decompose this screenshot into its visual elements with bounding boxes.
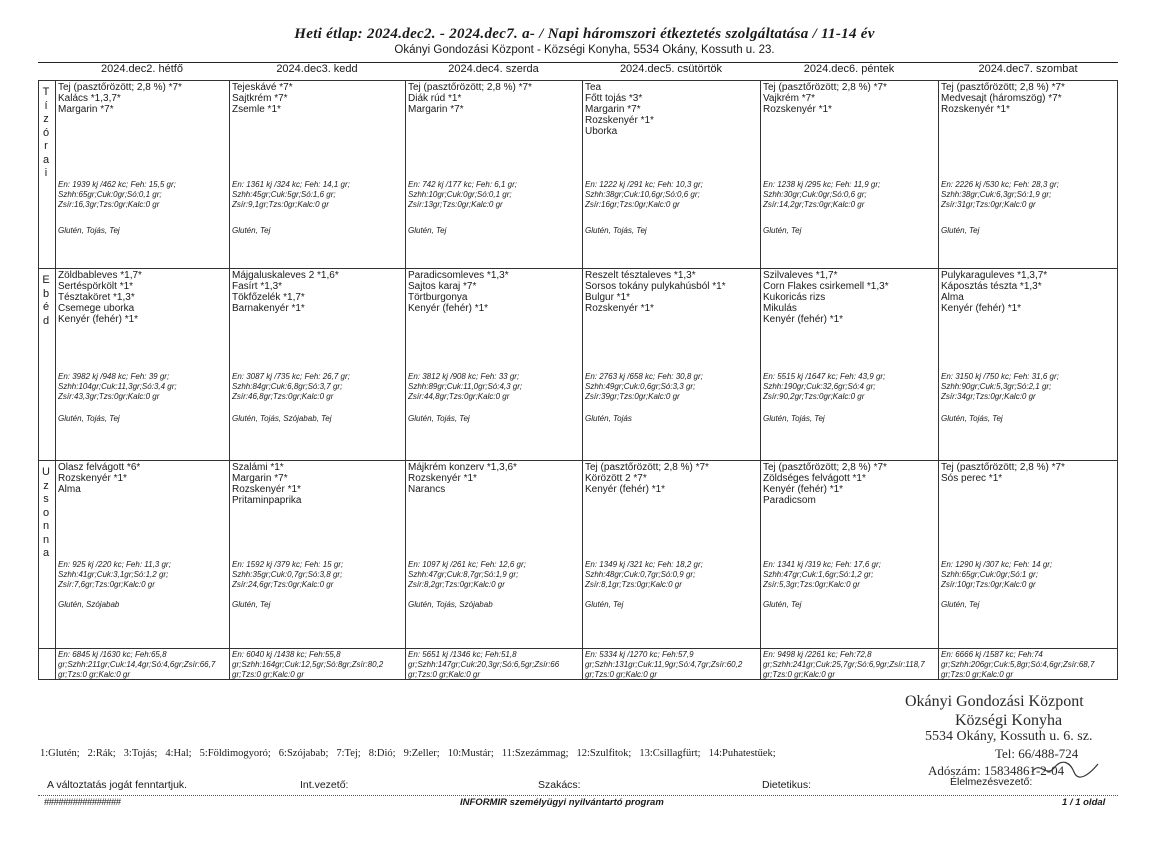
meal-items: [585, 270, 758, 314]
nutrition-info: En: 925 kj /220 kc; Feh: 11,3 gr; Szhh:41gr;Cuk:3,1gr;Só:1,2 gr; Zsír:7,6gr;Tzs:0gr;Kalc:0 gr: [58, 560, 171, 589]
meal-item: Sorsos tokány pulykahúsból *1*: [585, 281, 726, 292]
daily-total-nutrition: En: 6666 kj /1587 kc; Feh:74 gr;Szhh:206gr;Cuk:5,8gr;Só:4,6gr;Zsír:68,7 gr;Tzs:0 gr;Kalc:0 gr: [941, 650, 1095, 679]
meal-cell: [760, 268, 938, 460]
meal-item: Tej (pasztőrözött; 2,8 %) *7*: [763, 462, 887, 473]
meal-item: Tej (pasztőrözött; 2,8 %) *7*: [585, 462, 709, 473]
meal-cell: [229, 80, 405, 268]
meal-item: Körözött 2 *7*: [585, 473, 647, 484]
menu-subtitle: Okányi Gondozási Központ - Községi Konyha, 5534 Okány, Kossuth u. 23.: [394, 44, 775, 56]
meal-item: Rozskenyér *1*: [408, 473, 477, 484]
meal-cell: [229, 460, 405, 648]
allergen-info: Glutén, Tojás, Tej: [585, 226, 647, 235]
meal-items: [585, 82, 758, 137]
handwritten-signature: [1030, 758, 1100, 780]
day-header-0: 2024.dec2. hétfő: [101, 63, 183, 75]
allergen-info: Glutén, Tojás, Tej: [941, 414, 1003, 423]
meal-cell: [229, 268, 405, 460]
nutrition-info: En: 3150 kj /750 kc; Feh: 31,6 gr; Szhh:90gr;Cuk:5,3gr;Só:2,1 gr; Zsír:34gr;Tzs:0gr;Kalc:0 gr: [941, 372, 1059, 401]
allergen-info: Glutén, Tej: [408, 226, 447, 235]
nutrition-info: En: 2763 kj /658 kc; Feh: 30,8 gr; Szhh:49gr;Cuk:0,6gr;Só:3,3 gr; Zsír:39gr;Tzs:0gr;Kalc:0 gr: [585, 372, 703, 401]
nutrition-info: En: 1290 kj /307 kc; Feh: 14 gr; Szhh:65gr;Cuk:0gr;Só:1 gr; Zsír:10gr;Tzs:0gr;Kalc:0 gr: [941, 560, 1053, 589]
meal-cell: [55, 460, 229, 648]
meal-item: Zsemle *1*: [232, 104, 281, 115]
meal-item: Főtt tojás *3*: [585, 93, 643, 104]
meal-cell: [405, 460, 582, 648]
meal-item: Margarin *7*: [58, 104, 114, 115]
meal-label-2: Uzsonna: [42, 466, 50, 559]
meal-item: Alma: [58, 484, 81, 495]
nutrition-info: En: 1097 kj /261 kc; Feh: 12,6 gr; Szhh:47gr;Cuk:8,7gr;Só:1,9 gr; Zsír:8,2gr;Tzs:0gr;Kalc:0 gr: [408, 560, 526, 589]
meal-item: Medvesajt (háromszög) *7*: [941, 93, 1062, 104]
meal-item: Sajtos karaj *7*: [408, 281, 477, 292]
allergen-info: Glutén, Tej: [232, 226, 271, 235]
allergen-legend-item: 5:Földimogyoró;: [199, 748, 271, 759]
day-header-1: 2024.dec3. kedd: [276, 63, 358, 75]
meal-item: Májkrém konzerv *1,3,6*: [408, 462, 517, 473]
meal-item: Kenyér (fehér) *1*: [763, 484, 844, 495]
meal-item: Kenyér (fehér) *1*: [941, 303, 1022, 314]
allergen-info: Glutén, Tojás, Tej: [763, 414, 825, 423]
meal-item: Uborka: [585, 126, 618, 137]
meal-item: Tea: [585, 82, 602, 93]
meal-cell: [405, 268, 582, 460]
nutrition-info: En: 1238 kj /295 kc; Feh: 11,9 gr; Szhh:30gr;Cuk:0gr;Só:0,6 gr; Zsír:14,2gr;Tzs:0gr;Kalc:0 gr: [763, 180, 881, 209]
meal-item: Tej (pasztőrözött; 2,8 %) *7*: [408, 82, 532, 93]
allergen-info: Glutén, Tej: [232, 600, 271, 609]
menu-title: Heti étlap: 2024.dec2. - 2024.dec7. a- / Napi háromszori étkeztetés szolgáltatása / 11-14 év: [294, 26, 875, 42]
cook-signature-label: Szakács:: [538, 779, 581, 791]
meal-item: Májgaluskaleves 2 *1,6*: [232, 270, 339, 281]
meal-items: [585, 462, 758, 495]
allergen-legend-item: 3:Tojás;: [123, 748, 158, 759]
meal-item: Diák rúd *1*: [408, 93, 462, 104]
nutrition-info: En: 3087 kj /735 kc; Feh: 26,7 gr; Szhh:84gr;Cuk:6,8gr;Só:3,7 gr; Zsír:46,8gr;Tzs:0gr;Kalc:0 gr: [232, 372, 350, 401]
allergen-legend-item: 8:Dió;: [368, 748, 396, 759]
meal-item: Tej (pasztőrözött; 2,8 %) *7*: [941, 462, 1065, 473]
allergen-info: Glutén, Tojás: [585, 414, 632, 423]
nutrition-info: En: 1222 kj /291 kc; Feh: 10,3 gr; Szhh:38gr;Cuk:10,6gr;Só:0,6 gr; Zsír:16gr;Tzs:0gr;Kalc:0 gr: [585, 180, 703, 209]
meal-item: Paradicsom: [763, 495, 816, 506]
meal-items: [58, 270, 227, 325]
meal-item: Narancs: [408, 484, 446, 495]
meal-cell: [938, 80, 1118, 268]
nutrition-info: En: 3812 kj /908 kc; Feh: 33 gr; Szhh:89gr;Cuk:11,0gr;Só:4,3 gr; Zsír:44,8gr;Tzs:0gr;Kalc:0 gr: [408, 372, 523, 401]
allergen-info: Glutén, Tojás, Tej: [408, 414, 470, 423]
meal-item: Mikulás: [763, 303, 797, 314]
meal-item: Margarin *7*: [585, 104, 641, 115]
allergen-info: Glutén, Tej: [763, 226, 802, 235]
meal-item: Olasz felvágott *6*: [58, 462, 141, 473]
meal-items: [232, 82, 403, 115]
meal-item: Margarin *7*: [408, 104, 464, 115]
allergen-info: Glutén, Szójabab: [58, 600, 120, 609]
meal-item: Tésztaköret *1,3*: [58, 292, 135, 303]
footer-program: INFORMIR személyügyi nyilvántartó program: [460, 797, 664, 808]
meal-item: Kenyér (fehér) *1*: [58, 314, 139, 325]
meal-item: Rozskenyér *1*: [232, 484, 301, 495]
meal-items: [941, 462, 1116, 484]
footer-left: ################: [44, 797, 121, 808]
meal-item: Paradicsomleves *1,3*: [408, 270, 509, 281]
nutrition-info: En: 5515 kj /1647 kc; Feh: 43,9 gr; Szhh:190gr;Cuk:32,6gr;Só:4 gr; Zsír:90,2gr;Tzs:0gr;Kalc:0 gr: [763, 372, 886, 401]
day-header-5: 2024.dec7. szombat: [978, 63, 1078, 75]
meal-item: Vajkrém *7*: [763, 93, 816, 104]
meal-item: Kukoricás rizs: [763, 292, 826, 303]
meal-item: Káposztás tészta *1,3*: [941, 281, 1042, 292]
meal-item: Kalács *1,3,7*: [58, 93, 121, 104]
meal-item: Tej (pasztőrözött; 2,8 %) *7*: [941, 82, 1065, 93]
allergen-legend-item: 2:Rák;: [87, 748, 116, 759]
nutrition-info: En: 742 kj /177 kc; Feh: 6,1 gr; Szhh:10gr;Cuk:0gr;Só:0,1 gr; Zsír:13gr;Tzs:0gr;Kalc:0 gr: [408, 180, 517, 209]
meal-item: Sós perec *1*: [941, 473, 1003, 484]
meal-cell: [760, 80, 938, 268]
footer-page: 1 / 1 oldal: [1062, 797, 1106, 808]
meal-cell: [938, 460, 1118, 648]
meal-items: [941, 82, 1116, 115]
allergen-legend-item: 6:Szójabab;: [278, 748, 329, 759]
nutrition-info: En: 1592 kj /379 kc; Feh: 15 gr; Szhh:35gr;Cuk:0,7gr;Só:3,8 gr; Zsír:24,6gr;Tzs:0gr;Kalc:0 gr: [232, 560, 344, 589]
stamp-line-4: Tel: 66/488-724: [995, 746, 1079, 761]
footer-rule: [38, 795, 1118, 796]
stamp-line-1: Okányi Gondozási Központ: [905, 693, 1084, 710]
meal-item: Sajtkrém *7*: [232, 93, 288, 104]
food-manager-signature-label: Élelmezésvezető:: [950, 776, 1033, 788]
meal-items: [763, 82, 936, 115]
stamp-line-3: 5534 Okány, Kossuth u. 6. sz.: [925, 729, 1093, 744]
meal-item: Kenyér (fehér) *1*: [585, 484, 666, 495]
allergen-legend-item: 4:Hal;: [165, 748, 192, 759]
meal-cell: [55, 268, 229, 460]
meal-item: Rozskenyér *1*: [58, 473, 127, 484]
allergen-legend-item: 7:Tej;: [336, 748, 361, 759]
daily-total-nutrition: En: 5334 kj /1270 kc; Feh:57,9 gr;Szhh:131gr;Cuk:11,9gr;Só:4,7gr;Zsír:60,2 gr;Tzs:0 gr;Kalc:0 gr: [585, 650, 743, 679]
meal-items: [408, 270, 580, 314]
manager-signature-label: Int.vezető:: [300, 779, 349, 791]
meal-label-1: Ebéd: [42, 274, 50, 327]
stamp-line-2: Községi Konyha: [955, 712, 1063, 729]
meal-items: [763, 270, 936, 325]
allergen-legend-item: 14:Puhatestűek;: [708, 748, 776, 759]
meal-cell: [938, 268, 1118, 460]
allergen-legend-item: 9:Zeller;: [403, 748, 440, 759]
meal-item: Kenyér (fehér) *1*: [408, 303, 489, 314]
meal-item: Szilvaleves *1,7*: [763, 270, 838, 281]
meal-item: Corn Flakes csirkemell *1,3*: [763, 281, 889, 292]
allergen-info: Glutén, Tojás, Szójabab, Tej: [232, 414, 332, 423]
day-header-3: 2024.dec5. csütörtök: [619, 63, 723, 75]
meal-item: Rozskenyér *1*: [585, 115, 654, 126]
meal-item: Kenyér (fehér) *1*: [763, 314, 844, 325]
nutrition-info: En: 3982 kj /948 kc; Feh: 39 gr; Szhh:104gr;Cuk:11,3gr;Só:3,4 gr; Zsír:43,3gr;Tzs:0gr;Kalc:0 gr: [58, 372, 177, 401]
meal-item: Rozskenyér *1*: [585, 303, 654, 314]
allergen-info: Glutén, Tojás, Tej: [58, 226, 120, 235]
allergen-info: Glutén, Tej: [763, 600, 802, 609]
meal-items: [941, 270, 1116, 314]
meal-item: Sertéspörkölt *1*: [58, 281, 134, 292]
nutrition-info: En: 1349 kj /321 kc; Feh: 18,2 gr; Szhh:48gr;Cuk:0,7gr;Só:0,9 gr; Zsír:8,1gr;Tzs:0gr;Kalc:0 gr: [585, 560, 703, 589]
allergen-legend-item: 13:Csillagfürt;: [639, 748, 701, 759]
daily-total-nutrition: En: 9498 kj /2261 kc; Feh:72,8 gr;Szhh:241gr;Cuk:25,7gr;Só:6,9gr;Zsír:118,7 gr;Tzs:0 gr;Kalc:0 gr: [763, 650, 925, 679]
rights-reserved-note: A változtatás jogát fenntartjuk.: [47, 779, 188, 791]
allergen-legend-item: 11:Szezámmag;: [501, 748, 569, 759]
allergen-legend-item: 12:Szulfitok;: [576, 748, 632, 759]
meal-cell: [582, 80, 760, 268]
day-header-4: 2024.dec6. péntek: [803, 63, 895, 75]
allergen-info: Glutén, Tojás, Szójabab: [408, 600, 493, 609]
meal-cell: [760, 460, 938, 648]
meal-item: Rozskenyér *1*: [763, 104, 832, 115]
meal-cell: [582, 460, 760, 648]
meal-item: Törtburgonya: [408, 292, 468, 303]
nutrition-info: En: 1361 kj /324 kc; Feh: 14,1 gr; Szhh:45gr;Cuk:5gr;Só:1,6 gr; Zsír:9,1gr;Tzs:0gr;Kalc:0 gr: [232, 180, 350, 209]
meal-items: [232, 462, 403, 506]
meal-cell: [55, 80, 229, 268]
meal-item: Pritaminpaprika: [232, 495, 302, 506]
meal-items: [58, 462, 227, 495]
allergen-info: Glutén, Tej: [585, 600, 624, 609]
meal-item: Alma: [941, 292, 964, 303]
meal-item: Tejeskávé *7*: [232, 82, 293, 93]
allergen-info: Glutén, Tej: [941, 600, 980, 609]
dietitian-signature-label: Dietetikus:: [762, 779, 812, 791]
nutrition-info: En: 2226 kj /530 kc; Feh: 28,3 gr; Szhh:38gr;Cuk:6,3gr;Só:1,9 gr; Zsír:31gr;Tzs:0gr;Kalc:0 gr: [941, 180, 1059, 209]
meal-item: Tökfőzelék *1,7*: [232, 292, 305, 303]
meal-item: Bulgur *1*: [585, 292, 631, 303]
meal-item: Margarin *7*: [232, 473, 288, 484]
meal-item: Barnakenyér *1*: [232, 303, 305, 314]
allergen-info: Glutén, Tojás, Tej: [58, 414, 120, 423]
daily-total-nutrition: En: 6040 kj /1438 kc; Feh:55,8 gr;Szhh:164gr;Cuk:12,5gr;Só:8gr;Zsír:80,2 gr;Tzs:0 gr;Kalc:0 gr: [232, 650, 384, 679]
nutrition-info: En: 1939 kj /462 kc; Feh: 15,5 gr; Szhh:65gr;Cuk:0gr;Só:0,1 gr; Zsír:16,3gr;Tzs:0gr;Kalc:0 gr: [58, 180, 176, 209]
meal-cell: [405, 80, 582, 268]
meal-item: Csemege uborka: [58, 303, 135, 314]
meal-items: [408, 82, 580, 115]
meal-item: Tej (pasztőrözött; 2,8 %) *7*: [763, 82, 887, 93]
meal-items: [408, 462, 580, 495]
meal-items: [232, 270, 403, 314]
day-header-2: 2024.dec4. szerda: [448, 63, 539, 75]
meal-item: Pulykaraguleves *1,3,7*: [941, 270, 1048, 281]
meal-items: [763, 462, 936, 506]
meal-item: Zöldbableves *1,7*: [58, 270, 142, 281]
allergen-legend-item: 10:Mustár;: [447, 748, 494, 759]
meal-label-0: Tízórai: [42, 86, 50, 179]
meal-item: Fasírt *1,3*: [232, 281, 283, 292]
allergen-info: Glutén, Tej: [941, 226, 980, 235]
nutrition-info: En: 1341 kj /319 kc; Feh: 17,6 gr; Szhh:47gr;Cuk:1,6gr;Só:1,2 gr; Zsír:5,3gr;Tzs:0gr;Kalc:0 gr: [763, 560, 881, 589]
meal-item: Zöldséges felvágott *1*: [763, 473, 866, 484]
allergen-legend-item: 1:Glutén;: [40, 748, 80, 759]
daily-total-nutrition: En: 6845 kj /1630 kc; Feh:65,8 gr;Szhh:211gr;Cuk:14,4gr;Só:4,6gr;Zsír:66,7 gr;Tzs:0 gr;Kalc:0 gr: [58, 650, 216, 679]
meal-item: Rozskenyér *1*: [941, 104, 1010, 115]
meal-items: [58, 82, 227, 115]
meal-cell: [582, 268, 760, 460]
meal-item: Szalámi *1*: [232, 462, 284, 473]
stamp-line-5: Adószám: 15834861-2-04: [928, 763, 1065, 778]
allergen-legend: [40, 748, 1120, 759]
daily-total-nutrition: En: 5651 kj /1346 kc; Feh:51,8 gr;Szhh:147gr;Cuk:20,3gr;Só:6,5gr;Zsír:66 gr;Tzs:0 gr;Kalc:0 gr: [408, 650, 560, 679]
meal-item: Tej (pasztőrözött; 2,8 %) *7*: [58, 82, 182, 93]
meal-item: Reszelt tésztaleves *1,3*: [585, 270, 696, 281]
